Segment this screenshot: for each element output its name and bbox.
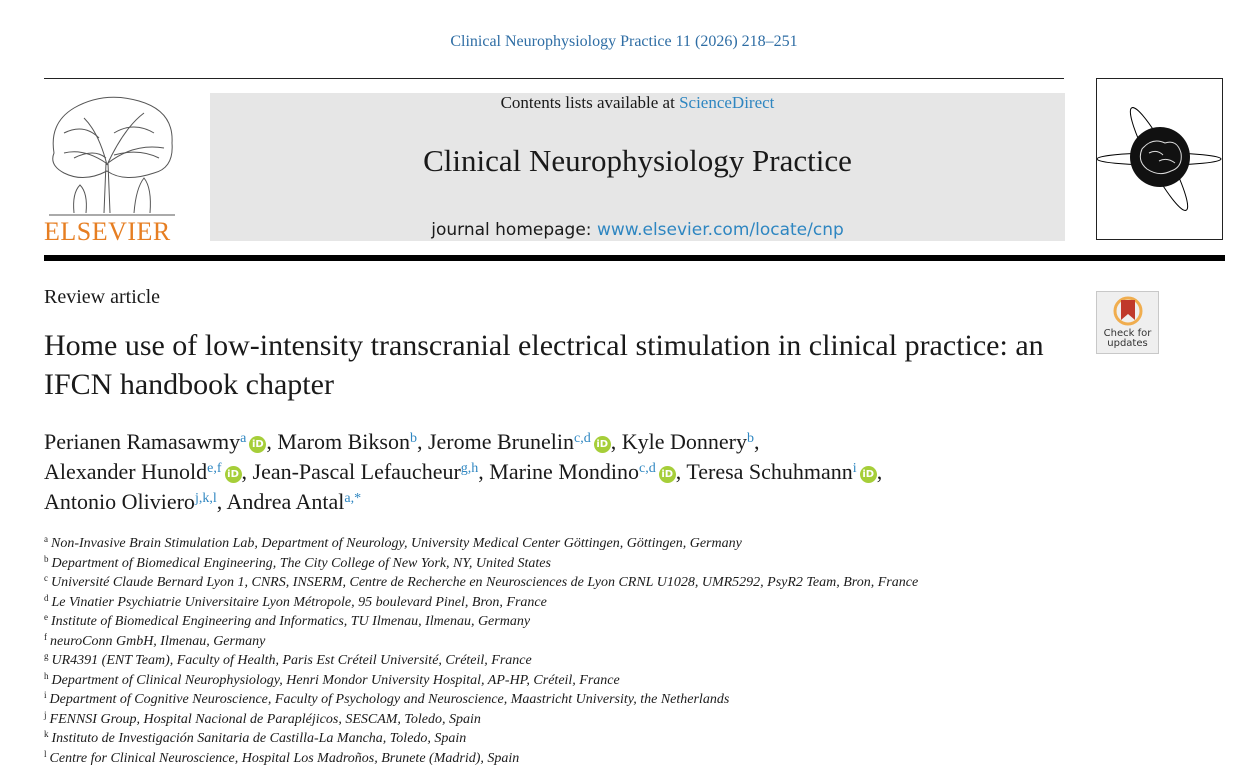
- brain-orbit-cover-icon: [1097, 79, 1222, 239]
- author[interactable]: Jean-Pascal Lefaucheur: [252, 459, 461, 484]
- author-list: Perianen Ramasawmy$^a$ iD , Marom Bikson$^b$, Jerome Brunelin$^{c,d}$ iD , Kyle Donnery$^b$, Alexander Hunold$^{e,f}$ iD , Jean-Pascal Lefaucheur$^{g,h}$, Marine Mondino$^{c,d}$ iD , Teresa Schuhmann$^i$ iD , Antonio Oliviero$^{j,k,l}$, Andrea Antal$^{a,*}$: [44, 429, 883, 514]
- orcid-icon[interactable]: iD: [225, 466, 242, 483]
- affiliation-label: j: [44, 709, 47, 720]
- affiliation-label: g: [44, 651, 49, 661]
- author[interactable]: Kyle Donnery: [621, 429, 747, 454]
- orcid-icon[interactable]: iD: [594, 436, 611, 453]
- contents-prefix: Contents lists available at: [500, 93, 680, 112]
- affiliation-item: [44, 573, 1144, 593]
- author[interactable]: Antonio Oliviero: [44, 489, 195, 514]
- crossmark-icon: [1097, 292, 1160, 328]
- author-affiliation-sup[interactable]: c,d: [639, 461, 656, 476]
- author[interactable]: Marom Bikson: [277, 429, 410, 454]
- affiliation-item: [44, 612, 1144, 632]
- author-affiliation-sup[interactable]: b: [409, 431, 417, 446]
- affiliation-label: a: [44, 534, 48, 544]
- homepage-prefix: journal homepage:: [431, 220, 597, 240]
- check-for-updates-line2: updates: [1107, 338, 1148, 349]
- author[interactable]: Perianen Ramasawmy: [44, 429, 241, 454]
- affiliation-item: [44, 710, 1144, 730]
- affiliation-item: [44, 651, 1144, 671]
- journal-banner: [210, 93, 1065, 241]
- affiliation-label: i: [44, 690, 47, 700]
- affiliation-label: c: [44, 573, 48, 583]
- author-affiliation-sup[interactable]: a,*: [344, 491, 362, 506]
- article-title: Home use of low-intensity transcranial electrical stimulation in clinical practice: an IFCN handbook chapter: [44, 329, 1044, 401]
- sciencedirect-link[interactable]: ScienceDirect: [679, 93, 775, 112]
- homepage-link[interactable]: www.elsevier.com/locate/cnp: [596, 220, 844, 240]
- affiliation-text: Department of Cognitive Neuroscience, Faculty of Psychology and Neuroscience, Maastricht University, the Netherlands: [49, 692, 730, 707]
- affiliation-text: Department of Clinical Neurophysiology, Henri Mondor University Hospital, AP-HP, Créteil, France: [51, 672, 620, 688]
- affiliation-label: b: [44, 553, 49, 564]
- affiliation-text: Non-Invasive Brain Stimulation Lab, Department of Neurology, University Medical Center Göttingen, Göttingen, Germany: [51, 536, 742, 551]
- affiliation-label: k: [44, 729, 49, 739]
- affiliation-text: Le Vinatier Psychiatrie Universitaire Lyon Métropole, 95 boulevard Pinel, Bron, France: [51, 594, 547, 610]
- check-for-updates-line1: Check for: [1103, 328, 1152, 339]
- affiliation-item: [44, 690, 1144, 710]
- author[interactable]: Teresa Schuhmann: [686, 459, 853, 484]
- author-affiliation-sup[interactable]: g,h: [460, 461, 479, 476]
- affiliation-text: neuroConn GmbH, Ilmenau, Germany: [50, 633, 266, 649]
- affiliation-item: [44, 593, 1144, 613]
- affiliation-text: UR4391 (ENT Team), Faculty of Health, Paris Est Créteil Université, Créteil, France: [51, 653, 532, 668]
- affiliation-label: l: [44, 748, 47, 759]
- header-thick-rule: [44, 255, 1225, 261]
- affiliation-label: d: [44, 592, 49, 603]
- affiliation-list: [44, 534, 1144, 768]
- header-rule: [44, 78, 1064, 79]
- affiliation-item: [44, 534, 1144, 554]
- orcid-icon[interactable]: iD: [249, 436, 266, 453]
- author-affiliation-sup[interactable]: e,f: [207, 461, 222, 476]
- affiliation-item: [44, 729, 1144, 749]
- author-affiliation-sup[interactable]: a: [240, 431, 247, 446]
- publisher-wordmark: ELSEVIER: [44, 217, 171, 246]
- affiliation-label: h: [44, 670, 49, 681]
- author[interactable]: Jerome Brunelin: [427, 429, 574, 454]
- affiliation-label: f: [44, 631, 47, 642]
- journal-citation[interactable]: Clinical Neurophysiology Practice 11 (2026) 218–251: [450, 33, 798, 50]
- check-for-updates-button[interactable]: [1096, 291, 1159, 354]
- affiliation-text: Department of Biomedical Engineering, The City College of New York, NY, United States: [51, 555, 551, 571]
- affiliation-text: FENNSI Group, Hospital Nacional de Parapléjicos, SESCAM, Toledo, Spain: [49, 711, 481, 727]
- affiliation-item: [44, 554, 1144, 574]
- author[interactable]: Marine Mondino: [489, 459, 639, 484]
- homepage-line: [210, 220, 1065, 240]
- author[interactable]: Andrea Antal: [226, 489, 345, 514]
- elsevier-tree-icon: [44, 93, 180, 218]
- affiliation-item: [44, 671, 1144, 691]
- author[interactable]: Alexander Hunold: [44, 459, 208, 484]
- author-affiliation-sup[interactable]: b: [746, 431, 754, 446]
- affiliation-item: [44, 749, 1144, 769]
- journal-cover[interactable]: [1096, 78, 1223, 240]
- affiliation-text: Institute of Biomedical Engineering and Informatics, TU Ilmenau, Ilmenau, Germany: [51, 614, 531, 629]
- journal-name: Clinical Neurophysiology Practice: [423, 143, 852, 178]
- author-affiliation-sup[interactable]: i: [852, 461, 857, 476]
- orcid-icon[interactable]: iD: [860, 466, 877, 483]
- affiliation-text: Université Claude Bernard Lyon 1, CNRS, INSERM, Centre de Recherche en Neurosciences de Lyon CRNL U1028, UMR5292, PsyR2 Team, Bron, France: [51, 575, 919, 590]
- author-affiliation-sup[interactable]: c,d: [573, 431, 591, 446]
- article-type: Review article: [44, 286, 161, 308]
- affiliation-text: Instituto de Investigación Sanitaria de Castilla-La Mancha, Toledo, Spain: [51, 731, 467, 746]
- affiliation-item: [44, 632, 1144, 652]
- affiliation-label: e: [44, 612, 48, 622]
- contents-line: [210, 93, 1065, 113]
- orcid-icon[interactable]: iD: [659, 466, 676, 483]
- affiliation-text: Centre for Clinical Neuroscience, Hospital Los Madroños, Brunete (Madrid), Spain: [49, 750, 520, 766]
- author-affiliation-sup[interactable]: j,k,l: [194, 491, 217, 506]
- check-for-updates-label: [1097, 329, 1158, 349]
